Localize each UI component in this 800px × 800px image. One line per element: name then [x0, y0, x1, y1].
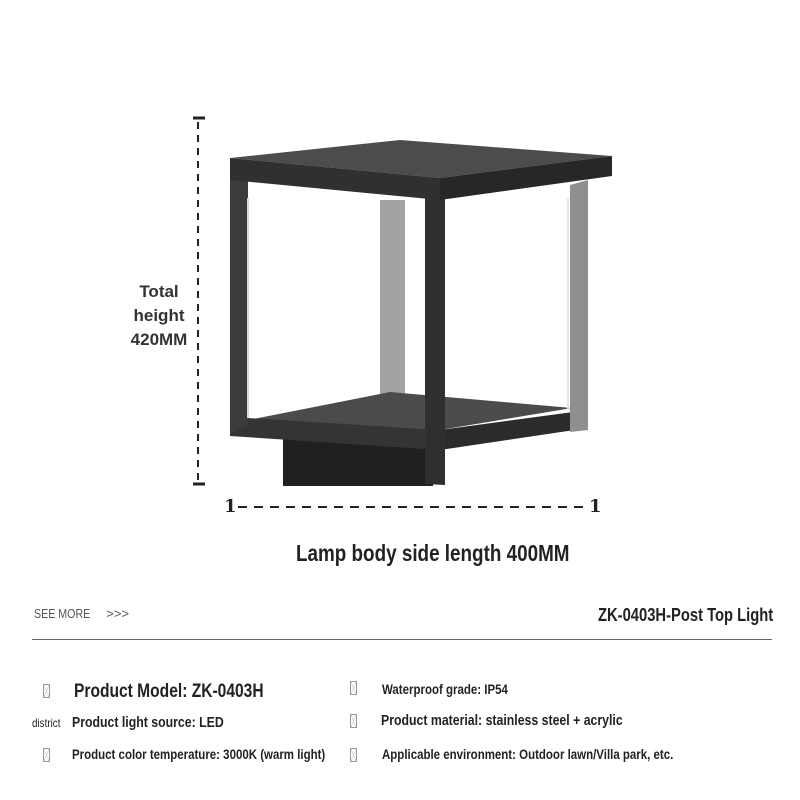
- divider: [32, 639, 772, 640]
- spec-material: Product material: stainless steel + acrylic: [381, 712, 623, 729]
- spec-waterproof: Waterproof grade: IP54: [382, 681, 508, 697]
- district-label: district: [32, 716, 61, 730]
- missing-glyph-icon: [350, 748, 357, 762]
- missing-glyph-icon: [43, 684, 50, 698]
- lamp-pillar: [230, 170, 248, 434]
- width-end-mark: 1: [224, 496, 237, 517]
- width-end-mark: 1: [589, 496, 602, 517]
- see-more-label: SEE MORE: [34, 606, 91, 621]
- lamp-back-pillar: [380, 200, 405, 398]
- spec-product-model: Product Model: ZK-0403H: [74, 681, 264, 702]
- see-more-arrows: >>>: [106, 606, 130, 621]
- spec-environment: Applicable environment: Outdoor lawn/Villa park, etc.: [382, 746, 674, 762]
- lamp-pillar: [570, 180, 588, 432]
- see-more-link[interactable]: [34, 606, 129, 621]
- height-label: [128, 280, 190, 352]
- height-label-line: Total: [139, 282, 179, 301]
- missing-glyph-icon: [350, 714, 357, 728]
- missing-glyph-icon: [350, 681, 357, 695]
- spec-light-source: Product light source: LED: [72, 714, 224, 731]
- height-dimension-line: [193, 118, 205, 484]
- spec-color-temperature: Product color temperature: 3000K (warm light): [72, 746, 326, 762]
- width-label: Lamp body side length 400MM: [296, 540, 570, 566]
- height-label-line: 420MM: [130, 330, 188, 349]
- lamp-pillar: [425, 198, 445, 485]
- missing-glyph-icon: [43, 748, 50, 762]
- product-title: ZK-0403H-Post Top Light: [598, 605, 774, 625]
- height-label-line: height: [133, 306, 185, 325]
